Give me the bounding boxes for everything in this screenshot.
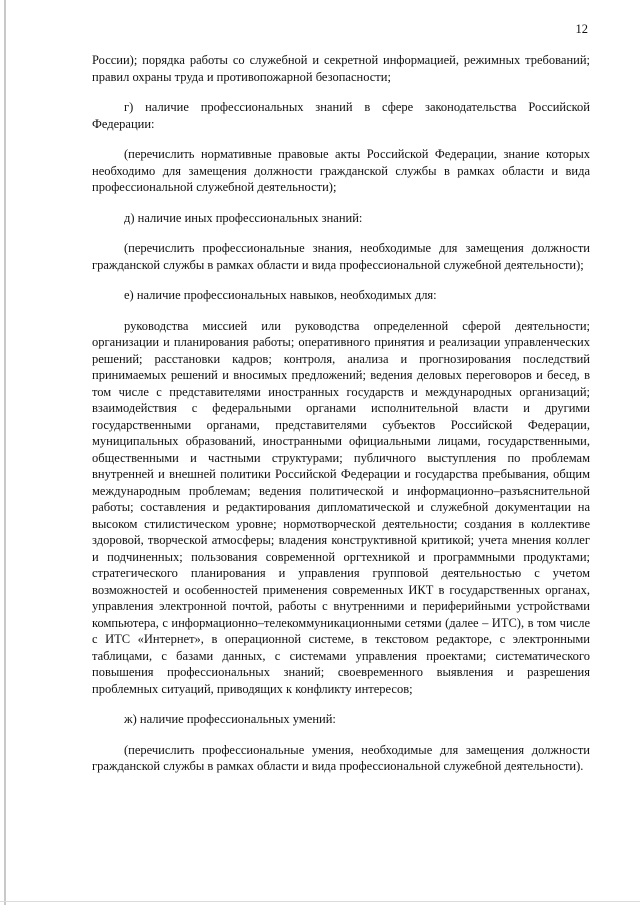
document-body <box>92 52 590 775</box>
paragraph-item-e: е) наличие профессиональных навыков, необходимых для: <box>124 288 437 302</box>
paragraph-note-abilities: (перечислить профессиональные умения, необходимые для замещения должности гражданской службы в рамках области и вида профессиональной служебной деятельности). <box>92 742 590 773</box>
paragraph-item-g: г) наличие профессиональных знаний в сфере законодательства Российской Федерации: <box>92 100 590 131</box>
paragraph-item-d: д) наличие иных профессиональных знаний: <box>124 210 363 225</box>
paragraph-continuation: России); порядка работы со служебной и секретной информацией, режимных требований; правил охраны труда и противопожарной безопасности; <box>92 53 590 84</box>
scan-bottom-edge <box>0 901 640 902</box>
paragraph-note-knowledge: (перечислить профессиональные знания, необходимые для замещения должности гражданской службы в рамках области и вида профессиональной служебной деятельности); <box>92 241 590 272</box>
paragraph-note-legal-acts: (перечислить нормативные правовые акты Российской Федерации, знание которых необходимо для замещения должности гражданской службы в рамках области и вида профессиональной служебной деятельности); <box>92 147 590 194</box>
page-number: 12 <box>575 22 588 36</box>
paragraph-item-zh: ж) наличие профессиональных умений: <box>124 712 336 726</box>
paragraph-skills-list: руководства миссией или руководства определенной сферой деятельности; организации и планирования работы; оперативного принятия и реализации управленческих решений; расстановки кадров; контроля, анализа и прогнозирования последствий принимаемых решений и вносимых предложений; ведения деловых переговоров и бесед, в том числе с представителями иностранных государств и международных организаций; взаимодействия с федеральными органами исполнительной власти и другими государственными органами, представителями субъектов Российской Федерации, муниципальных образований, иностранными официальными лицами, государственными, общественными и частными структурами; публичного выступления по проблемам внутренней и внешней политики Российской Федерации и государства пребывания, общим международным проблемам; ведения политической и информационно–разъяснительной работы; составления и редактирования дипломатической и служебной документации на высоком стилистическом уровне; нормотворческой деятельности; создания в коллективе здоровой, творческой атмосферы; владения конструктивной критикой; учета мнения коллег и подчиненных; пользования современной оргтехникой и программными продуктами; стратегического планирования и управления групповой деятельностью с учетом возможностей и особенностей применения современных ИКТ в государственных органах, управления электронной почтой, работы с внутренними и периферийными устройствами компьютера, с информационно–телекоммуникационными сетями (далее – ИТС), в том числе с ИТС «Интернет», в операционной системе, в текстовом редакторе, с электронными таблицами, с базами данных, с системами управления проектами; систематического повышения профессиональных знаний; своевременного выявления и разрешения проблемных ситуаций, приводящих к конфликту интересов; <box>92 318 590 696</box>
scan-left-edge <box>4 0 6 905</box>
